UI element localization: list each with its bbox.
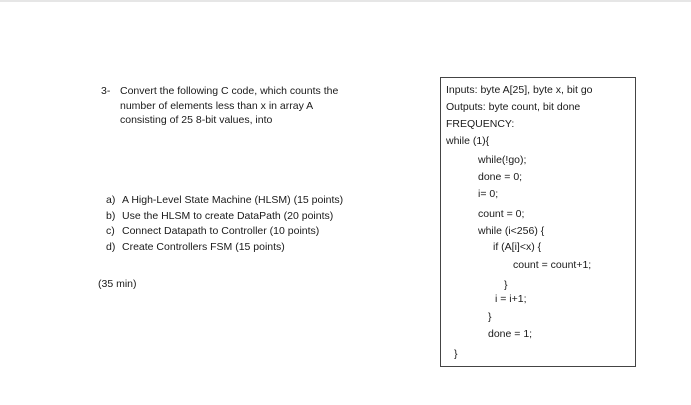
code-line: while (1){: [446, 135, 490, 147]
question-statement: [101, 84, 421, 128]
task-letter: c): [106, 225, 115, 237]
task-list: [106, 193, 343, 255]
code-line: if (A[i]<x) {: [493, 241, 542, 253]
question-line: Convert the following C code, which counts the: [120, 85, 339, 97]
task-text: A High-Level State Machine (HLSM) (15 points): [122, 194, 344, 206]
question-number: 3-: [101, 85, 111, 97]
task-letter: b): [106, 209, 116, 222]
code-line: i = i+1;: [495, 293, 527, 305]
code-line: while(!go);: [478, 154, 527, 166]
code-line: i= 0;: [478, 188, 499, 200]
question-text: [120, 84, 338, 128]
task-text: Create Controllers FSM (15 points): [122, 240, 285, 253]
code-line: FREQUENCY:: [446, 118, 515, 130]
task-letter: a): [106, 194, 116, 206]
question-line: number of elements less than x in array A: [120, 99, 314, 112]
task-item-b: [106, 209, 343, 225]
code-line: Outputs: byte count, bit done: [446, 101, 581, 113]
code-line: done = 0;: [478, 171, 523, 183]
top-divider: [0, 0, 691, 2]
question-line: consisting of 25 8-bit values, into: [120, 114, 273, 126]
task-item-c: [106, 224, 343, 240]
code-line: }: [504, 279, 508, 291]
task-item-d: [106, 240, 343, 256]
task-letter: d): [106, 240, 116, 253]
code-line: }: [454, 348, 458, 360]
code-line: done = 1;: [488, 328, 533, 340]
task-text: Use the HLSM to create DataPath (20 points): [122, 209, 334, 222]
code-listing-box: [440, 77, 636, 367]
code-line: count = count+1;: [513, 259, 592, 271]
time-limit: (35 min): [98, 278, 137, 290]
task-item-a: [106, 193, 343, 209]
code-line: Inputs: byte A[25], byte x, bit go: [446, 84, 593, 96]
code-line: count = 0;: [478, 208, 525, 220]
code-line: }: [488, 311, 492, 323]
task-text: Connect Datapath to Controller (10 points): [122, 225, 320, 237]
code-line: while (i<256) {: [478, 225, 545, 237]
